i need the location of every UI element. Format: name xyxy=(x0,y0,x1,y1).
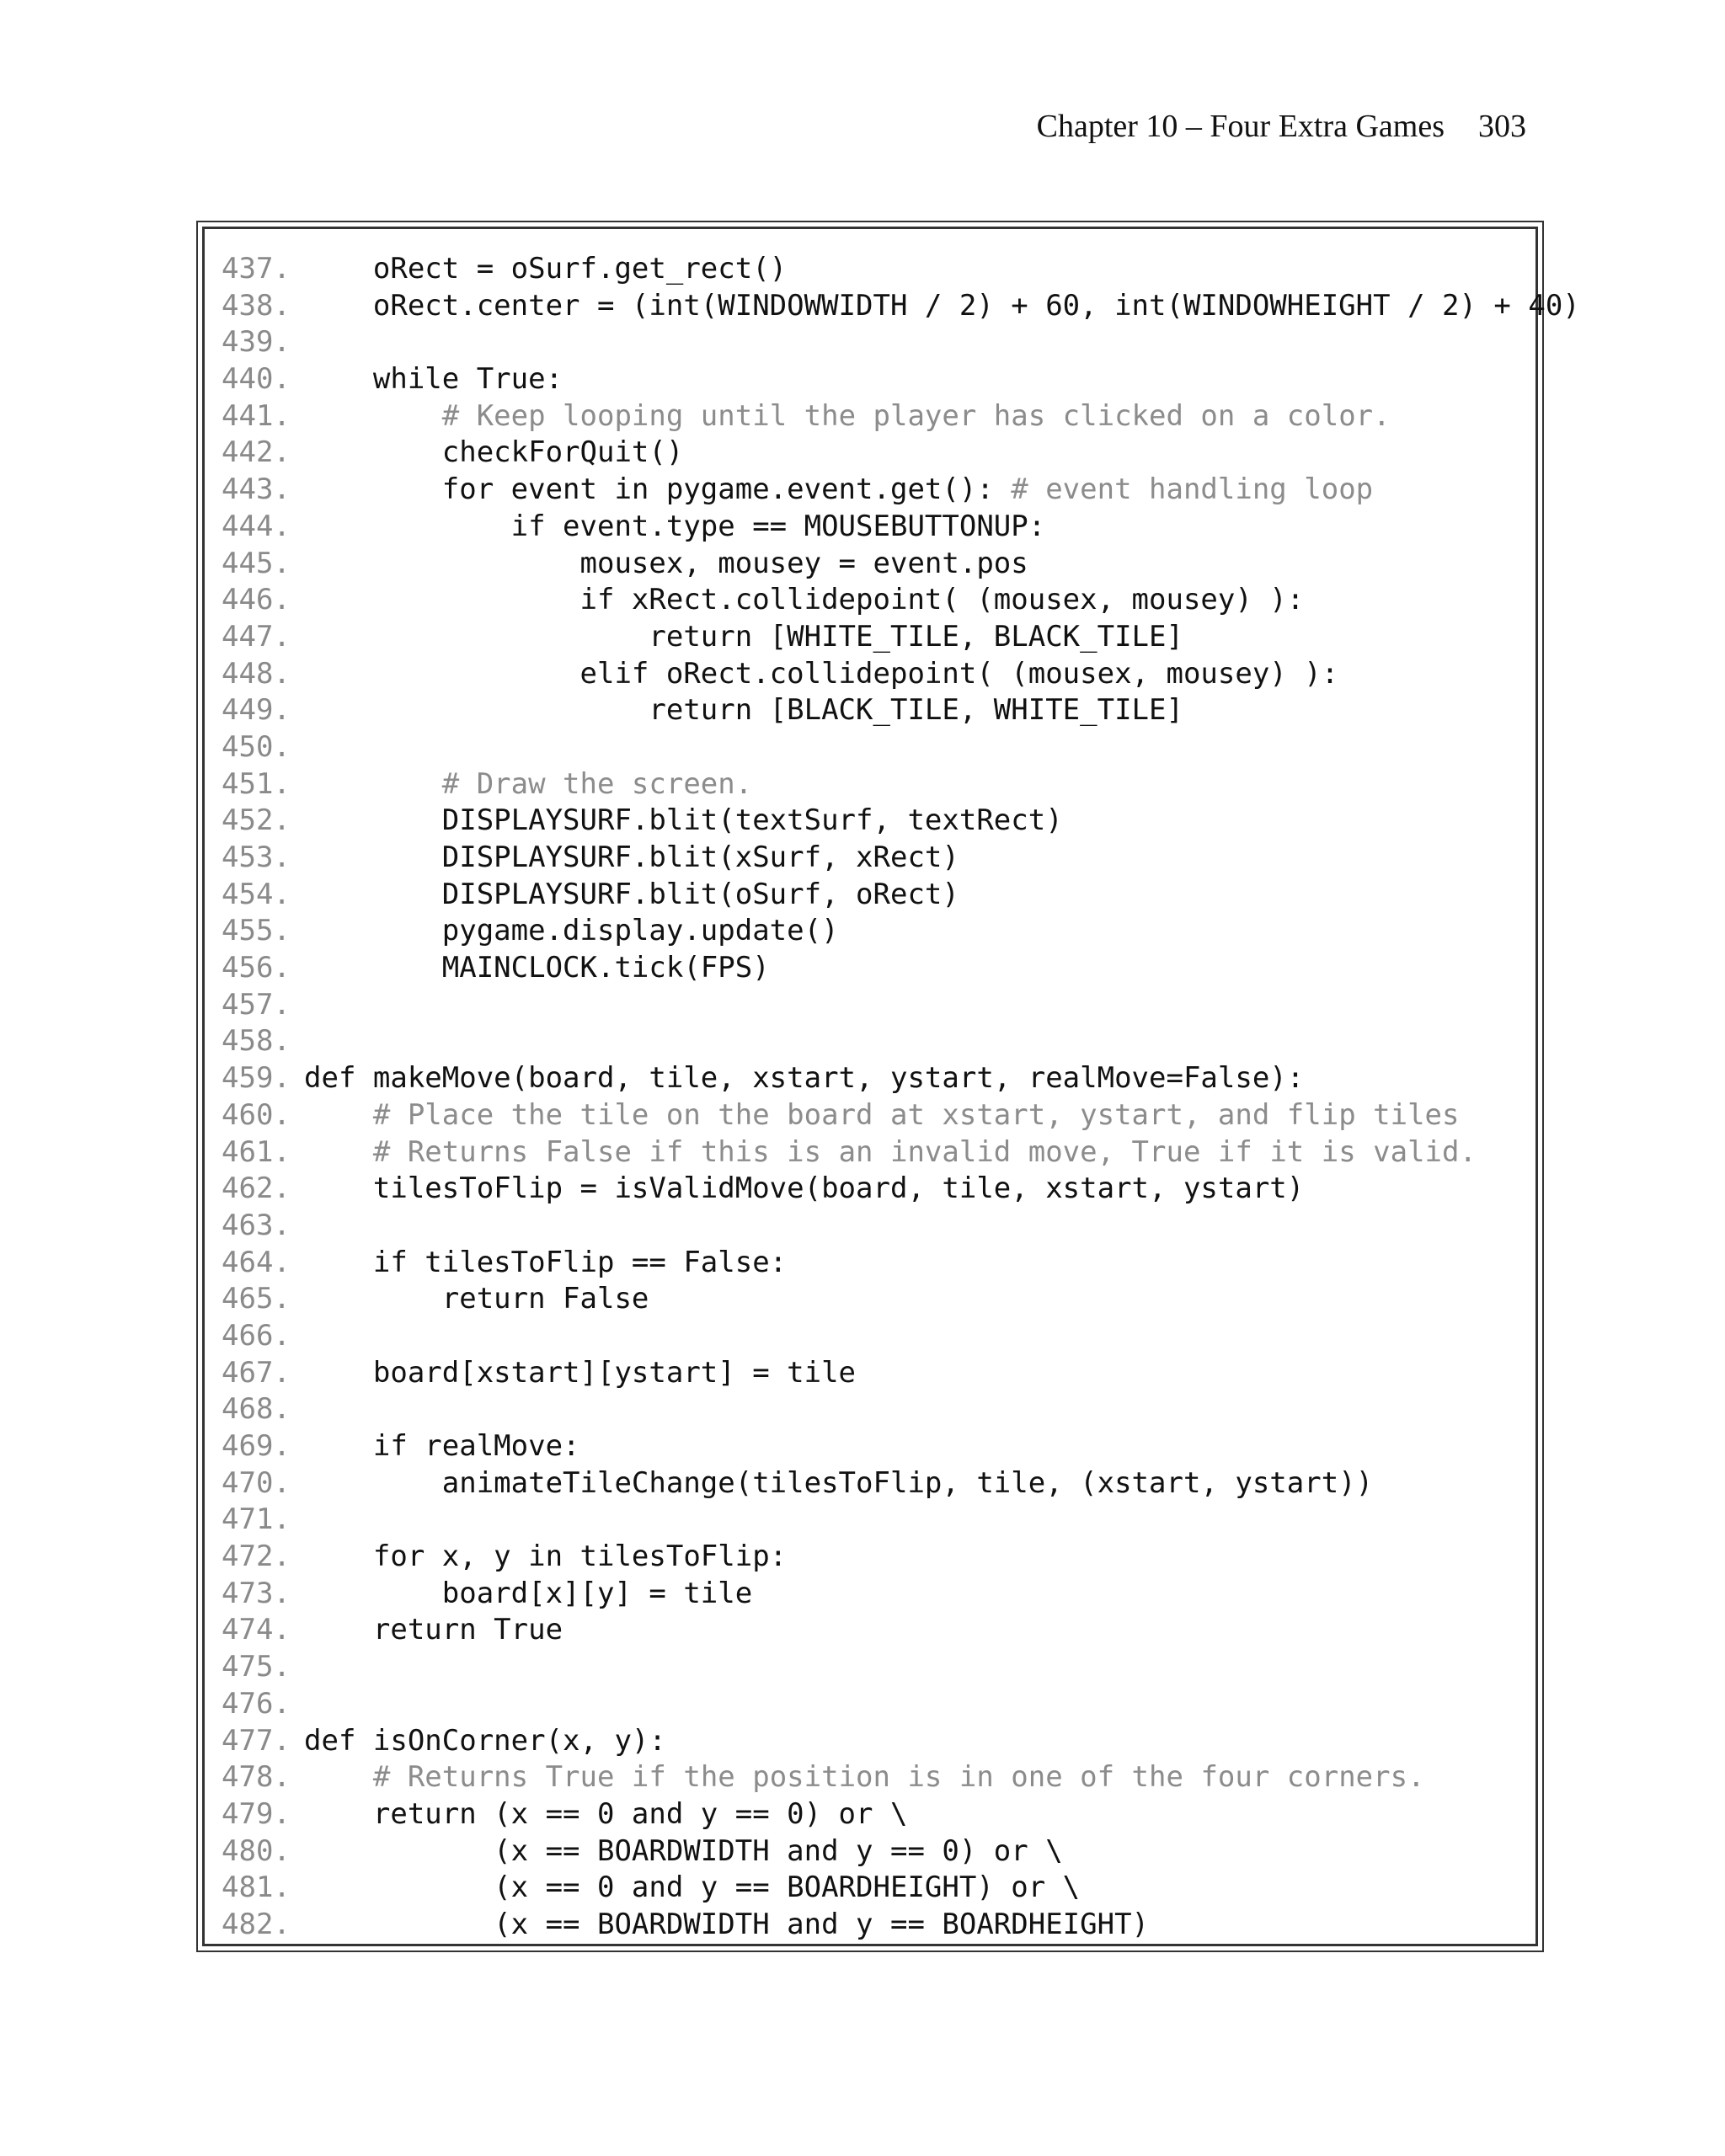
line-code xyxy=(304,1539,787,1576)
line-number: 481. xyxy=(222,1870,291,1905)
line-number: 445. xyxy=(222,546,291,580)
code-text: checkForQuit() xyxy=(304,435,684,470)
code-text: MAINCLOCK.tick(FPS) xyxy=(304,951,770,985)
code-comment: # Place the tile on the board at xstart, ystart, and flip tiles xyxy=(372,1097,1460,1132)
code-line xyxy=(222,1391,1535,1428)
code-listing xyxy=(202,227,1580,1946)
code-line xyxy=(222,288,1580,325)
line-code xyxy=(304,1245,787,1282)
code-line xyxy=(222,1649,1535,1686)
code-text: for x, y in tilesToFlip: xyxy=(304,1540,788,1574)
code-comment: # Keep looping until the player has clicked on a color. xyxy=(441,398,1391,433)
code-text: (x == BOARDWIDTH and y == BOARDHEIGHT) xyxy=(304,1907,1150,1941)
line-code xyxy=(304,546,1028,583)
line-code xyxy=(304,656,1338,693)
code-text: while True: xyxy=(304,362,563,397)
code-line xyxy=(222,692,1535,729)
code-line xyxy=(222,398,1535,435)
code-line xyxy=(222,803,1535,840)
line-number: 466. xyxy=(222,1318,291,1353)
code-text: return [BLACK_TILE, WHITE_TILE] xyxy=(304,693,1183,728)
line-code xyxy=(304,251,787,288)
line-number: 461. xyxy=(222,1134,291,1169)
code-text xyxy=(304,1135,373,1169)
line-code xyxy=(304,950,770,987)
line-code xyxy=(304,1171,1304,1208)
code-line xyxy=(222,987,1535,1024)
line-number: 443. xyxy=(222,472,291,507)
line-code xyxy=(304,1281,649,1318)
line-code xyxy=(304,1870,1080,1907)
code-text: oRect = oSurf.get_rect() xyxy=(304,252,788,286)
line-code xyxy=(304,619,1183,656)
code-line xyxy=(222,1428,1535,1465)
code-line xyxy=(222,435,1535,472)
line-code xyxy=(304,840,959,877)
code-line xyxy=(222,656,1535,693)
code-text xyxy=(304,767,442,801)
code-comment: # Returns False if this is an invalid move, True if it is valid. xyxy=(372,1134,1477,1169)
code-line xyxy=(222,251,1535,288)
line-number: 462. xyxy=(222,1171,291,1206)
code-line xyxy=(222,509,1535,546)
line-code xyxy=(304,1576,752,1613)
line-number: 448. xyxy=(222,656,291,691)
code-line xyxy=(222,1097,1535,1134)
code-text: oRect.center = (int(WINDOWWIDTH / 2) + 60, int(WINDOWHEIGHT / 2) + 40) xyxy=(304,288,1580,323)
page-header xyxy=(1037,108,1526,145)
code-text: return False xyxy=(304,1282,649,1316)
line-number: 474. xyxy=(222,1613,291,1647)
line-number: 460. xyxy=(222,1097,291,1132)
code-line xyxy=(222,1281,1535,1318)
line-number: 441. xyxy=(222,398,291,433)
code-line xyxy=(222,582,1535,619)
line-code xyxy=(304,1612,563,1649)
line-number: 454. xyxy=(222,877,291,911)
code-line xyxy=(222,1023,1535,1060)
code-line xyxy=(222,1723,1535,1760)
line-code xyxy=(304,877,959,914)
code-line xyxy=(222,1208,1535,1245)
line-number: 471. xyxy=(222,1502,291,1537)
code-line xyxy=(222,1134,1535,1171)
code-line xyxy=(222,766,1535,803)
code-line xyxy=(222,877,1535,914)
code-text: return True xyxy=(304,1613,563,1647)
line-number: 458. xyxy=(222,1024,291,1059)
line-code xyxy=(304,913,839,950)
line-code xyxy=(304,1723,666,1760)
code-text: DISPLAYSURF.blit(oSurf, oRect) xyxy=(304,877,959,911)
line-number: 451. xyxy=(222,766,291,801)
line-code xyxy=(304,509,1045,546)
line-code xyxy=(304,288,1580,325)
line-number: 452. xyxy=(222,803,291,838)
code-line xyxy=(222,1539,1535,1576)
line-number: 447. xyxy=(222,619,291,654)
line-code xyxy=(304,1097,1459,1134)
code-text: DISPLAYSURF.blit(xSurf, xRect) xyxy=(304,841,959,874)
code-text: return (x == 0 and y == 0) or \ xyxy=(304,1796,908,1831)
line-code xyxy=(304,766,752,803)
code-text: mousex, mousey = event.pos xyxy=(304,546,1028,580)
line-code xyxy=(304,582,1304,619)
code-text: if tilesToFlip == False: xyxy=(304,1245,788,1279)
code-line xyxy=(222,1171,1535,1208)
line-number: 465. xyxy=(222,1282,291,1316)
code-text xyxy=(304,399,442,433)
line-number: 444. xyxy=(222,509,291,543)
code-line xyxy=(222,1060,1535,1097)
line-number: 446. xyxy=(222,583,291,617)
line-number: 439. xyxy=(222,325,291,360)
code-line xyxy=(222,1796,1535,1833)
code-text: if realMove: xyxy=(304,1429,580,1463)
code-text: (x == 0 and y == BOARDHEIGHT) or \ xyxy=(304,1870,1081,1905)
line-number: 469. xyxy=(222,1429,291,1463)
line-number: 470. xyxy=(222,1465,291,1500)
code-line xyxy=(222,619,1535,656)
line-code xyxy=(304,1907,1149,1944)
line-number: 467. xyxy=(222,1355,291,1390)
line-number: 472. xyxy=(222,1540,291,1574)
code-line xyxy=(222,729,1535,766)
line-number: 450. xyxy=(222,729,291,764)
code-line xyxy=(222,1318,1535,1355)
code-line xyxy=(222,1907,1535,1944)
line-number: 456. xyxy=(222,951,291,985)
line-code xyxy=(304,472,1373,509)
line-code xyxy=(304,361,563,398)
line-code xyxy=(304,1759,1425,1796)
code-line xyxy=(222,1465,1535,1502)
code-text: tilesToFlip = isValidMove(board, tile, xstart, ystart) xyxy=(304,1171,1305,1206)
code-comment: # event handling loop xyxy=(1011,472,1374,507)
line-number: 440. xyxy=(222,362,291,397)
line-number: 438. xyxy=(222,288,291,323)
line-code xyxy=(304,398,1391,435)
code-line xyxy=(222,1355,1535,1392)
line-number: 449. xyxy=(222,693,291,728)
code-text: elif oRect.collidepoint( (mousex, mousey) ): xyxy=(304,656,1339,691)
code-line xyxy=(222,1612,1535,1649)
line-number: 468. xyxy=(222,1392,291,1427)
line-code xyxy=(304,1060,1304,1097)
code-text: animateTileChange(tilesToFlip, tile, (xstart, ystart)) xyxy=(304,1465,1374,1500)
code-line xyxy=(222,1502,1535,1539)
code-line xyxy=(222,1686,1535,1723)
line-number: 464. xyxy=(222,1245,291,1279)
line-number: 455. xyxy=(222,914,291,948)
line-number: 475. xyxy=(222,1650,291,1684)
line-code xyxy=(304,1465,1373,1502)
line-number: 479. xyxy=(222,1796,291,1831)
code-text: (x == BOARDWIDTH and y == 0) or \ xyxy=(304,1833,1063,1868)
line-code xyxy=(304,803,1063,840)
code-line xyxy=(222,324,1535,361)
line-number: 459. xyxy=(222,1061,291,1096)
code-line xyxy=(222,840,1535,877)
chapter-title: Chapter 10 – Four Extra Games xyxy=(1036,109,1445,144)
line-code xyxy=(304,1796,907,1833)
line-number: 480. xyxy=(222,1833,291,1868)
code-line xyxy=(222,950,1535,987)
line-number: 442. xyxy=(222,435,291,470)
code-text: pygame.display.update() xyxy=(304,914,839,948)
code-text: board[x][y] = tile xyxy=(304,1576,753,1610)
code-line xyxy=(222,361,1535,398)
code-line xyxy=(222,546,1535,583)
page-number: 303 xyxy=(1478,109,1526,144)
code-text: def makeMove(board, tile, xstart, ystart, realMove=False): xyxy=(304,1061,1305,1096)
line-code xyxy=(304,692,1183,729)
code-line xyxy=(222,1833,1535,1870)
code-line xyxy=(222,1759,1535,1796)
line-code xyxy=(304,435,683,472)
code-comment: # Draw the screen. xyxy=(441,766,753,801)
code-text: return [WHITE_TILE, BLACK_TILE] xyxy=(304,619,1183,654)
line-code xyxy=(304,1355,856,1392)
code-line xyxy=(222,1576,1535,1613)
code-text: DISPLAYSURF.blit(textSurf, textRect) xyxy=(304,803,1063,838)
line-number: 437. xyxy=(222,252,291,286)
line-number: 453. xyxy=(222,841,291,874)
line-number: 473. xyxy=(222,1576,291,1610)
code-comment: # Returns True if the position is in one of the four corners. xyxy=(372,1760,1425,1795)
line-number: 457. xyxy=(222,987,291,1022)
code-line xyxy=(222,913,1535,950)
code-line xyxy=(222,1245,1535,1282)
code-text: board[xstart][ystart] = tile xyxy=(304,1355,857,1390)
line-code xyxy=(304,1428,580,1465)
code-line xyxy=(222,472,1535,509)
line-number: 482. xyxy=(222,1907,291,1941)
line-number: 478. xyxy=(222,1760,291,1795)
code-listing-frame xyxy=(196,221,1580,1952)
line-code xyxy=(304,1833,1063,1870)
code-text: def isOnCorner(x, y): xyxy=(304,1723,666,1758)
line-code xyxy=(304,1134,1477,1171)
code-text xyxy=(304,1098,373,1132)
line-number: 477. xyxy=(222,1723,291,1758)
code-text: if xRect.collidepoint( (mousex, mousey) ): xyxy=(304,583,1305,617)
code-line xyxy=(222,1870,1535,1907)
code-text: for event in pygame.event.get(): xyxy=(304,472,1012,507)
code-text: if event.type == MOUSEBUTTONUP: xyxy=(304,509,1046,543)
line-number: 463. xyxy=(222,1208,291,1242)
line-number: 476. xyxy=(222,1686,291,1721)
code-text xyxy=(304,1760,373,1794)
